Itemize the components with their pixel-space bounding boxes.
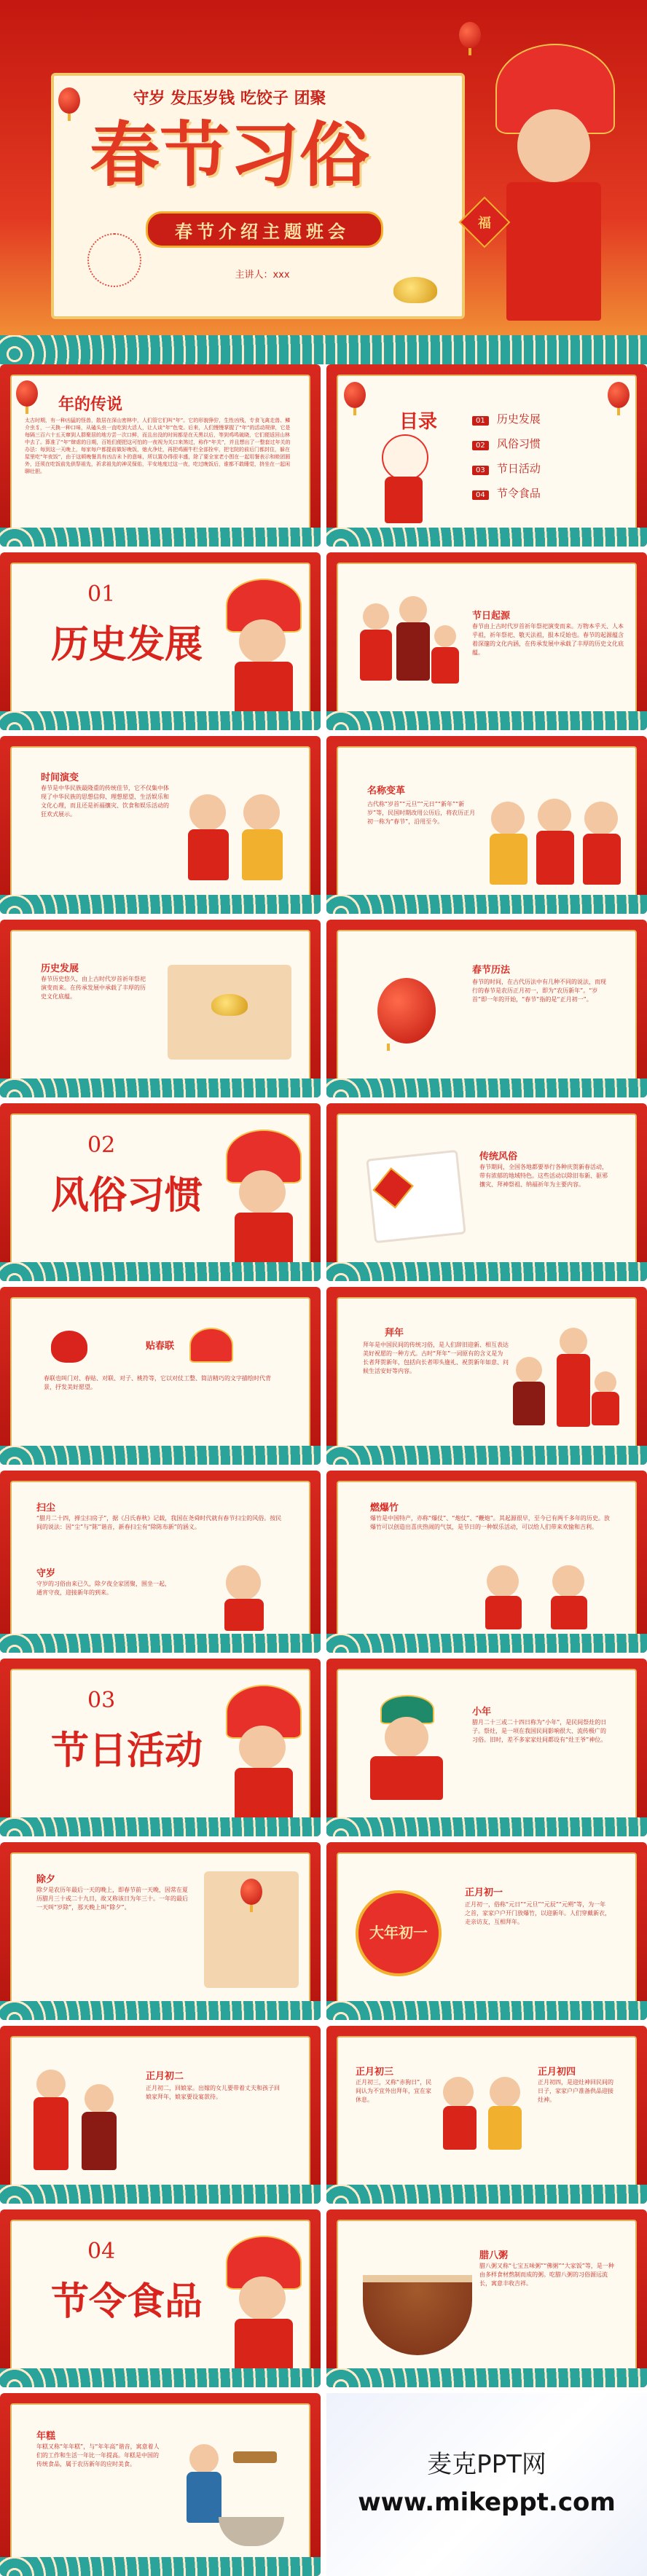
toc-item[interactable]	[472, 436, 541, 451]
money-bag-icon	[51, 1331, 87, 1363]
slide-couplet[interactable]	[0, 1287, 321, 1465]
sea-wave-decoration	[0, 895, 321, 914]
lion-hat	[189, 1328, 233, 1363]
cover-subtitle: 春节介绍主题班会	[175, 222, 350, 242]
person-body	[431, 647, 459, 684]
day1-body: 正月初一，俗称“元日”“元旦”“元辰”“元朔”等，为一年之首，家家户户开门放爆竹，以迎新年。人们穿戴新衣，走亲访友，互相拜年。	[465, 1901, 611, 1925]
niangao-heading: 年糕	[36, 2431, 56, 2442]
firecracker-heading: 燃爆竹	[370, 1503, 399, 1514]
sea-wave-decoration	[0, 2185, 321, 2204]
slide-day1[interactable]	[326, 1842, 647, 2020]
child-body	[583, 834, 621, 885]
person-face	[595, 1371, 616, 1393]
toc-label: 节日活动	[496, 462, 541, 475]
slide-name[interactable]	[326, 736, 647, 914]
toc-item[interactable]	[472, 485, 541, 501]
section-01-slide[interactable]	[0, 552, 321, 730]
slide-day3-day4[interactable]	[326, 2026, 647, 2204]
child-face	[239, 619, 286, 663]
sea-wave-decoration	[0, 2368, 321, 2387]
lion-dance-child-illustration	[219, 1685, 306, 1831]
slide-sweep[interactable]	[0, 1471, 321, 1653]
toc-num: 03	[472, 466, 489, 475]
brand-name: 麦克PPT网	[427, 2450, 546, 2479]
kitchen-god-illustration	[363, 1695, 450, 1804]
sea-wave-decoration	[326, 2001, 647, 2020]
person-face	[434, 625, 456, 647]
lion-dance-child-illustration	[466, 44, 634, 350]
section-03-slide[interactable]	[0, 1659, 321, 1836]
day4-heading: 正月初四	[538, 2067, 576, 2078]
child-body	[551, 1596, 587, 1629]
lion-dance-icon	[189, 1328, 233, 1364]
person-face	[36, 2070, 66, 2099]
sea-wave-decoration	[0, 1262, 321, 1281]
child-body	[224, 1599, 264, 1631]
child-face	[239, 2276, 286, 2320]
child-body	[488, 2106, 522, 2150]
name-heading: 名称变革	[367, 786, 406, 796]
toc-num: 02	[472, 441, 489, 450]
child-face	[239, 1170, 286, 1214]
day2-heading: 正月初二	[146, 2071, 184, 2082]
greeting-heading: 拜年	[385, 1328, 404, 1339]
child-face	[490, 2077, 520, 2107]
sea-wave-decoration	[0, 1446, 321, 1465]
slide-firecracker[interactable]	[326, 1471, 647, 1653]
cover-title: 春节习俗	[90, 114, 369, 196]
person-body	[34, 2097, 68, 2170]
god-face	[385, 1717, 428, 1758]
time-body: 春节是中华民族最隆重的传统佳节，它不仅集中体现了中华民族的思想信仰、理想愿望、生活娱乐和文化心理，而且还是祈福攘灾、饮食和娱乐活动的狂欢式展示。	[41, 785, 169, 818]
calendar-body: 春节的时间，在古代历法中有几种不同的说法，而现行的春节是农历正月初一，即为“农历新年”。“岁首”即一年的开始，“春节”指的是“正月初一”。	[472, 979, 606, 1003]
couplet-body: 春联也叫门对、春贴、对联、对子、桃符等，它以对仗工整、简洁精巧的文字描绘时代背景，抒发美好愿望。	[44, 1375, 271, 1390]
person-body	[396, 622, 430, 681]
slide-niangao[interactable]	[0, 2393, 321, 2576]
slide-laba[interactable]	[326, 2209, 647, 2387]
section-number: 01	[87, 582, 116, 607]
cover-tagline: 守岁 发压岁钱 吃饺子 团聚	[133, 90, 326, 108]
toc-title: 目录	[399, 411, 438, 433]
sea-wave-decoration	[0, 2001, 321, 2020]
brand-url[interactable]	[326, 2488, 647, 2517]
child-body	[490, 834, 528, 885]
sea-wave-decoration	[326, 1262, 647, 1281]
day1-badge-text: 大年初一	[369, 1924, 428, 1941]
lantern-icon	[16, 380, 38, 407]
vigil-body: 守岁的习俗由来已久，除夕夜全家团聚，围坐一起，通宵守夜，迎接新年的到来。	[36, 1581, 170, 1596]
custom-body: 春节期间，全国各地都要举行各种庆贺新春活动，带有浓郁的地域特色。这些活动以除旧布新、驱邪攘灾、拜神祭祖、纳福祈年为主要内容。	[479, 1164, 608, 1188]
xiaonian-body: 腊月二十三或二十四日称为“小年”，是民间祭灶的日子。祭灶，是一项在我国民间影响很大、流传极广的习俗。旧时，差不多家家灶间都设有“灶王爷”神位。	[472, 1719, 607, 1743]
rice-cake-pounding-illustration	[175, 2437, 291, 2553]
eve-body: 除夕是农历年最后一天的晚上，即春节前一天晚，因常在夏历腊月三十或二十九日，故又称该日为年三十。一年的最后一天叫“岁除”，那天晚上叫“除夕”。	[36, 1887, 188, 1911]
sea-wave-decoration	[0, 711, 321, 730]
children-illustration	[443, 2077, 530, 2157]
toc-num: 04	[472, 490, 489, 500]
vigil-heading: 守岁	[36, 1568, 56, 1579]
sea-wave-decoration	[326, 2368, 647, 2387]
sea-wave-decoration	[326, 1817, 647, 1836]
person-face	[399, 596, 427, 624]
day2-body: 正月初二，回娘家。出嫁的女儿要带着丈夫和孩子回娘家拜年，娘家要设宴款待。	[146, 2085, 280, 2100]
time-heading: 时间演变	[41, 772, 79, 783]
gold-ingot-icon	[211, 994, 248, 1016]
section-title: 节日活动	[51, 1729, 203, 1773]
slide-toc[interactable]	[326, 364, 647, 547]
person-body	[513, 1382, 545, 1425]
mascot-body	[385, 477, 423, 523]
sea-wave-decoration	[326, 1446, 647, 1465]
child-face	[538, 799, 571, 832]
god-body	[370, 1756, 443, 1800]
child-body	[242, 829, 283, 880]
history-heading: 历史发展	[41, 963, 79, 974]
cover-slide[interactable]	[0, 0, 647, 364]
children-firecracker-illustration	[472, 1565, 603, 1631]
brand-url-text[interactable]: www.mikeppt.com	[358, 2488, 616, 2517]
day3-heading: 正月初三	[356, 2067, 394, 2078]
mascot-face	[382, 434, 428, 481]
mallet-icon	[233, 2451, 277, 2463]
firecracker-body: 爆竹是中国特产，亦称“爆仗”、“炮仗”、“鞭炮”。其起源很早，至今已有两千多年的历史。放爆竹可以创造出喜庆热闹的气氛，是节日的一种娱乐活动，可以给人们带来欢愉和吉利。	[370, 1515, 610, 1530]
lantern-icon	[377, 978, 436, 1044]
person-face	[560, 1328, 587, 1355]
eve-heading: 除夕	[36, 1874, 56, 1885]
day4-body: 正月初四，是迎灶神回民间的日子，家家户户准备供品迎接灶神。	[538, 2079, 613, 2103]
toc-item[interactable]	[472, 461, 541, 476]
person-body	[592, 1392, 619, 1425]
day3-body: 正月初三，又称“赤狗日”，民间认为不宜外出拜年，宜在家休息。	[356, 2079, 432, 2103]
child-body	[506, 182, 601, 321]
section-title: 历史发展	[51, 622, 203, 667]
toc-label: 历史发展	[496, 412, 541, 426]
child-face	[491, 802, 525, 835]
couplet-heading: 贴春联	[146, 1341, 175, 1352]
person-body	[187, 2472, 221, 2523]
person-body	[557, 1354, 590, 1427]
children-illustration	[182, 787, 291, 889]
person-face	[516, 1357, 542, 1383]
person-face	[363, 603, 389, 630]
lion-dance-child-illustration	[219, 579, 306, 724]
laba-body: 腊八粥又称“七宝五味粥”“佛粥”“大家饭”等，是一种由多样食材熬制而成的粥。吃腊八粥的习俗源远流长，寓意丰收吉祥。	[479, 2263, 614, 2287]
photo-illustration	[366, 1150, 466, 1244]
slide-xiaonian[interactable]	[326, 1659, 647, 1836]
lion-dance-child-illustration	[219, 2236, 306, 2381]
mortar-icon	[219, 2517, 284, 2546]
calendar-heading: 春节历法	[472, 965, 511, 976]
brand-panel	[326, 2393, 647, 2576]
child-face	[584, 802, 618, 835]
sea-wave-decoration	[0, 1078, 321, 1097]
section-number: 02	[87, 1132, 116, 1158]
family-illustration	[356, 596, 465, 705]
person-face	[189, 2444, 219, 2473]
toc-num: 01	[472, 416, 489, 426]
sea-wave-decoration	[326, 1634, 647, 1653]
sea-wave-decoration	[326, 528, 647, 547]
sea-wave-decoration	[0, 335, 647, 364]
toc-item[interactable]	[472, 411, 541, 426]
sea-wave-decoration	[0, 2557, 321, 2576]
child-body	[485, 1596, 522, 1629]
section-number: 03	[87, 1688, 116, 1713]
family-greeting-illustration	[516, 1328, 625, 1437]
child-face	[226, 1565, 261, 1600]
child-face	[517, 109, 590, 182]
mascot-illustration	[375, 434, 433, 529]
fu-sign-icon: 福	[459, 197, 511, 248]
child-face	[189, 794, 226, 831]
sea-wave-decoration	[326, 711, 647, 730]
legend-body: 太古时期，有一种凶猛的怪兽，散居在深山密林中，人们管它们叫“年”。它的形貌狰狞，生性凶残，专食飞禽走兽、鳞介虫豸，一天换一种口味，从磕头虫一直吃到大活人，让人谈“年”色变。后来，人们慢慢掌握了“年”的活动规律，它是每隔三百六十五天窜到人群聚居的地方尝一次口鲜，而且出没的时间都是在天黑以后，等到鸡鸣破晓，它们便返回山林中去了。算准了“年”肆虐的日期，百姓们便把这可怕的一夜视为关口来煞过，称作“年关”，并且想出了一整套过年关的办法：每到这一天晚上，每家每户都提前做好晚饭，熄火净灶，再把鸡圈牛栏全部拴牢，把宅院的前后门都封住，躲在屋里吃“年夜饭”，由于这顿晚餐具有凶吉未卜的意味，所以置办得很丰盛，除了要全家老小围在一起用餐表示和睦团圆外，还须在吃饭前先供祭祖先，祈求祖先的神灵保佑，平安地度过这一夜，吃过晚饭后，谁都不敢睡觉，挤坐在一起闲聊壮胆。	[25, 418, 291, 474]
sea-wave-decoration	[326, 1078, 647, 1097]
sweep-heading: 扫尘	[36, 1503, 56, 1514]
sea-wave-decoration	[0, 1634, 321, 1653]
firework-icon	[87, 233, 141, 287]
feast-table-illustration	[168, 965, 291, 1060]
slide-day2[interactable]	[0, 2026, 321, 2204]
children-illustration	[487, 791, 625, 893]
sea-wave-decoration	[0, 528, 321, 547]
child-face	[443, 2077, 474, 2107]
legend-heading: 年的传说	[58, 396, 123, 414]
sea-wave-decoration	[0, 1817, 321, 1836]
slide-eve[interactable]	[0, 1842, 321, 2020]
sweep-body: “腊月二十四，掸尘扫房子”，据《吕氏春秋》记载，我国在尧舜时代就有春节扫尘的风俗。按民间的说法：因“尘”与“陈”谐音，新春扫尘有“除陈布新”的涵义。	[36, 1515, 282, 1530]
lantern-icon	[240, 1879, 262, 1905]
slide-greeting[interactable]	[326, 1287, 647, 1465]
origin-body: 春节由上古时代岁首祈年祭祀演变而来。万物本乎天、人本乎祖，祈年祭祀、敬天法祖，报本反始也。春节的起源蕴含着深邃的文化内涵，在传承发展中承载了丰厚的历史文化底蕴。	[472, 623, 624, 656]
slide-legend[interactable]	[0, 364, 321, 547]
family-dinner-illustration	[204, 1871, 299, 1988]
child-body	[188, 829, 229, 880]
sea-wave-decoration	[326, 895, 647, 914]
presenter-label: 主讲人：xxx	[235, 270, 290, 281]
child-illustration	[219, 1565, 270, 1631]
history-body: 春节历史悠久，由上古时代岁首祈年祭祀演变而来。在传承发展中承载了丰厚的历史文化底蕴。	[41, 976, 146, 1000]
child-face	[552, 1565, 584, 1597]
lantern-icon	[608, 382, 630, 408]
child-face	[487, 1565, 519, 1597]
niangao-body: 年糕又称“年年糕”，与“年年高”谐音，寓意着人们的工作和生活一年比一年提高。年糕是中国的传统食品，属于农历新年的应时美食。	[36, 2443, 160, 2467]
section-02-slide[interactable]	[0, 1103, 321, 1281]
slide-custom[interactable]	[326, 1103, 647, 1281]
toc-label: 节令食品	[496, 487, 541, 500]
sea-wave-decoration	[326, 2185, 647, 2204]
lion-dance-child-illustration	[219, 1130, 306, 1275]
person-body	[360, 630, 392, 681]
section-number: 04	[87, 2239, 116, 2264]
section-title: 节令食品	[51, 2279, 203, 2324]
custom-heading: 传统风俗	[479, 1151, 518, 1162]
child-face	[243, 794, 280, 831]
greeting-body: 拜年是中国民间的传统习俗，是人们辞旧迎新、相互表达美好祝愿的一种方式。古时“拜年”一词原有的含义是为长者拜贺新年，包括向长者叩头施礼、祝贺新年如意、问候生活安好等内容。	[363, 1342, 509, 1374]
child-face	[239, 1726, 286, 1769]
family-visit-illustration	[29, 2070, 131, 2179]
xiaonian-heading: 小年	[472, 1707, 492, 1718]
origin-heading: 节日起源	[472, 611, 511, 622]
slide-origin[interactable]	[326, 552, 647, 730]
day1-heading: 正月初一	[465, 1887, 503, 1898]
section-title: 风俗习惯	[51, 1173, 203, 1218]
child-body	[443, 2106, 477, 2150]
slide-calendar[interactable]	[326, 920, 647, 1097]
laba-heading: 腊八粥	[479, 2250, 509, 2261]
lantern-icon	[344, 382, 366, 408]
name-body: 古代称“岁首”“元旦”“元日”“新年”“新岁”等，民国时期改用公历后，将农历正月初一称为“春节”，沿用至今。	[367, 801, 476, 825]
section-04-slide[interactable]	[0, 2209, 321, 2387]
child-body	[536, 831, 574, 885]
person-face	[85, 2084, 114, 2113]
slide-history[interactable]	[0, 920, 321, 1097]
gold-ingot-icon	[393, 277, 437, 303]
person-body	[82, 2112, 117, 2170]
slide-time[interactable]	[0, 736, 321, 914]
toc-label: 风俗习惯	[496, 437, 541, 450]
fu-sign-icon	[372, 1167, 413, 1208]
